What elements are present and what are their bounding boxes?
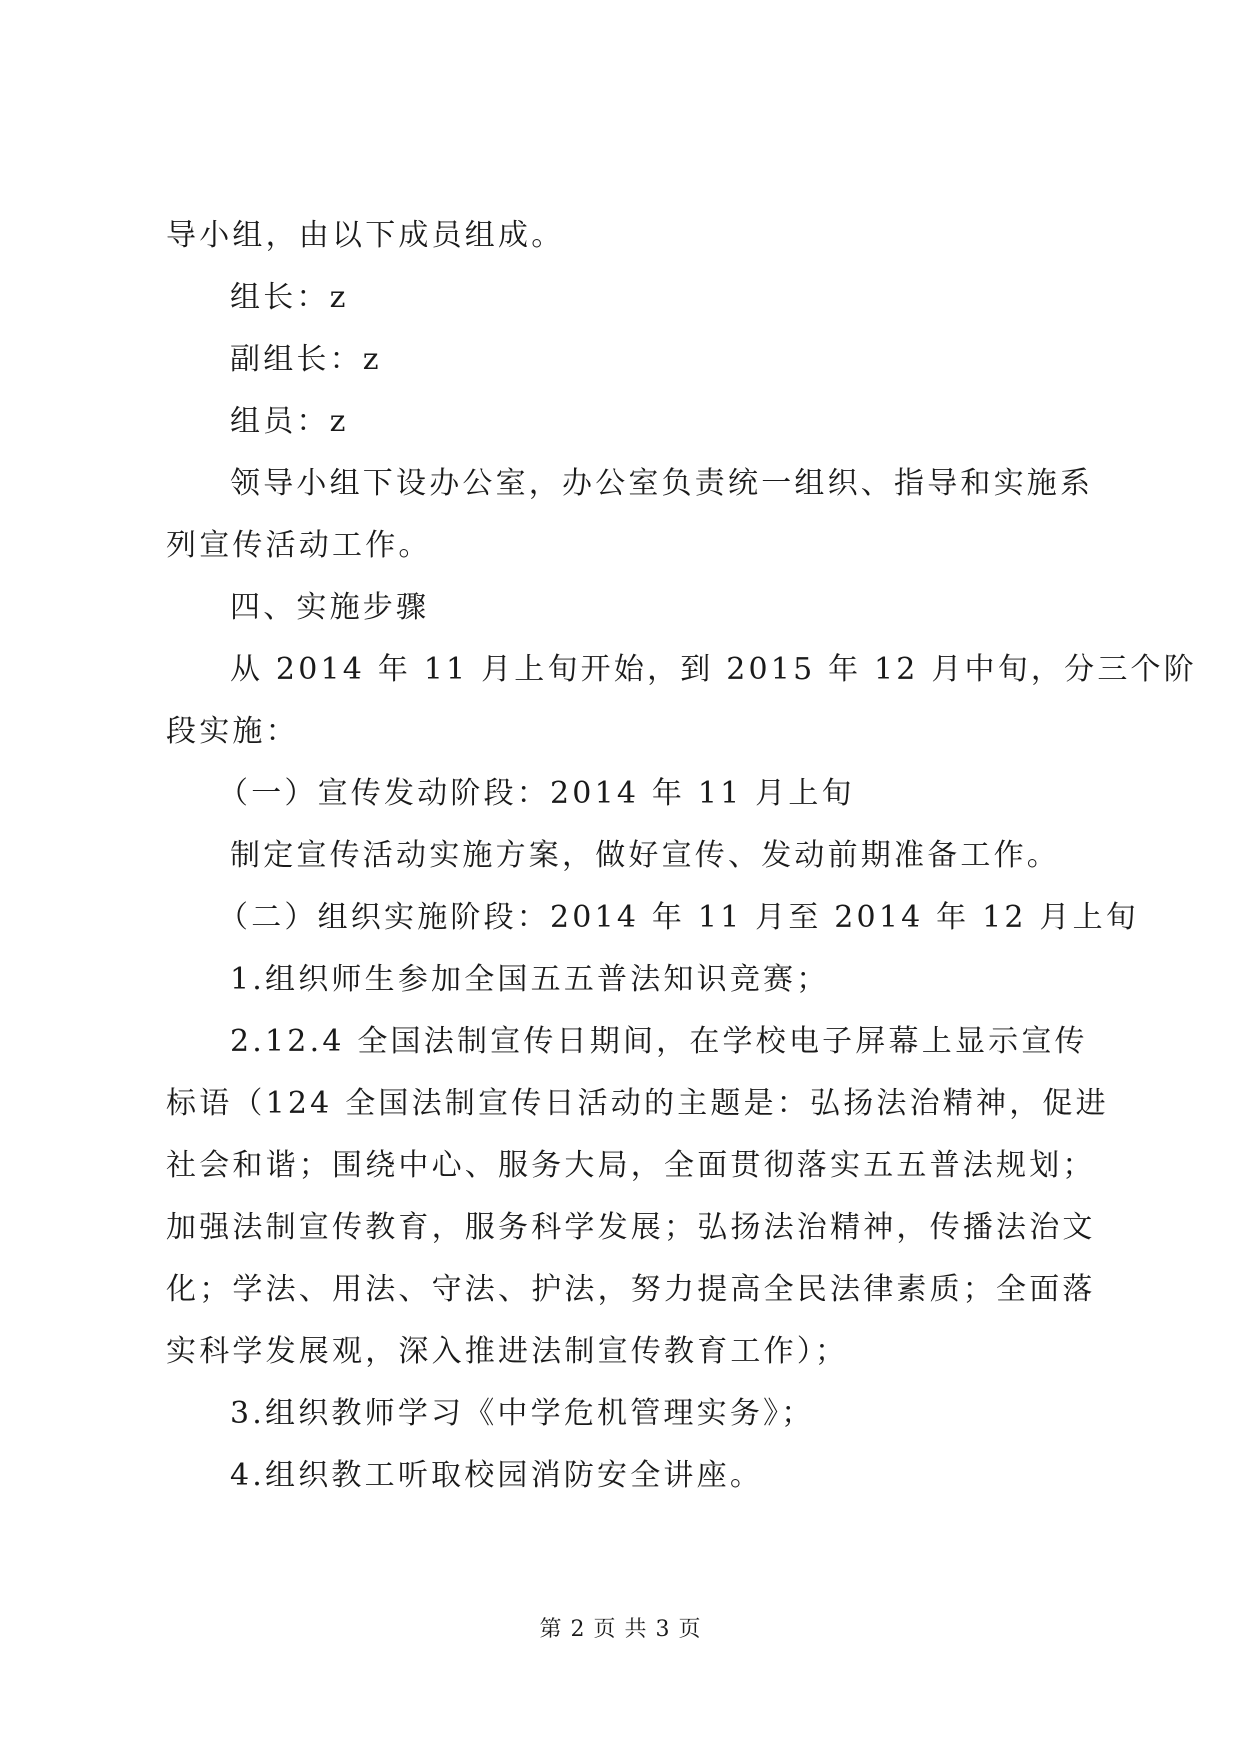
paragraph-line: 加强法制宣传教育，服务科学发展；弘扬法治精神，传播法治文 xyxy=(166,1210,1096,1245)
paragraph-line: 实科学发展观，深入推进法制宣传教育工作）； xyxy=(166,1334,849,1369)
subsection-heading: （一）宣传发动阶段：2014 年 11 月上旬 xyxy=(218,776,855,811)
document-body xyxy=(166,205,1197,1507)
paragraph-line: 标语（124 全国法制宣传日活动的主题是：弘扬法治精神，促进 xyxy=(166,1086,1109,1121)
paragraph-line: 列宣传活动工作。 xyxy=(166,528,432,563)
list-item: 4.组织教工听取校园消防安全讲座。 xyxy=(230,1458,764,1493)
paragraph-line: 社会和谐；围绕中心、服务大局，全面贯彻落实五五普法规划； xyxy=(166,1148,1096,1183)
paragraph-line: 领导小组下设办公室，办公室负责统一组织、指导和实施系 xyxy=(230,466,1094,501)
subsection-heading: （二）组织实施阶段：2014 年 11 月至 2014 年 12 月上旬 xyxy=(218,900,1139,935)
paragraph-line: 组员：z xyxy=(230,404,349,439)
paragraph-line: 导小组，由以下成员组成。 xyxy=(166,218,565,253)
list-item: 3.组织教师学习《中学危机管理实务》； xyxy=(230,1396,815,1431)
paragraph-line: 组长：z xyxy=(230,280,349,315)
list-item: 1.组织师生参加全国五五普法知识竞赛； xyxy=(230,962,830,997)
paragraph-line: 制定宣传活动实施方案，做好宣传、发动前期准备工作。 xyxy=(230,838,1060,873)
paragraph-line: 段实施： xyxy=(166,714,299,749)
paragraph-line: 化；学法、用法、守法、护法，努力提高全民法律素质；全面落 xyxy=(166,1272,1096,1307)
section-heading: 四、实施步骤 xyxy=(230,590,430,625)
page-number-footer: 第 2 页 共 3 页 xyxy=(539,1617,702,1642)
paragraph-line: 副组长：z xyxy=(230,342,382,377)
list-item: 2.12.4 全国法制宣传日期间，在学校电子屏幕上显示宣传 xyxy=(230,1024,1088,1059)
paragraph-line: 从 2014 年 11 月上旬开始，到 2015 年 12 月中旬，分三个阶 xyxy=(230,652,1197,687)
